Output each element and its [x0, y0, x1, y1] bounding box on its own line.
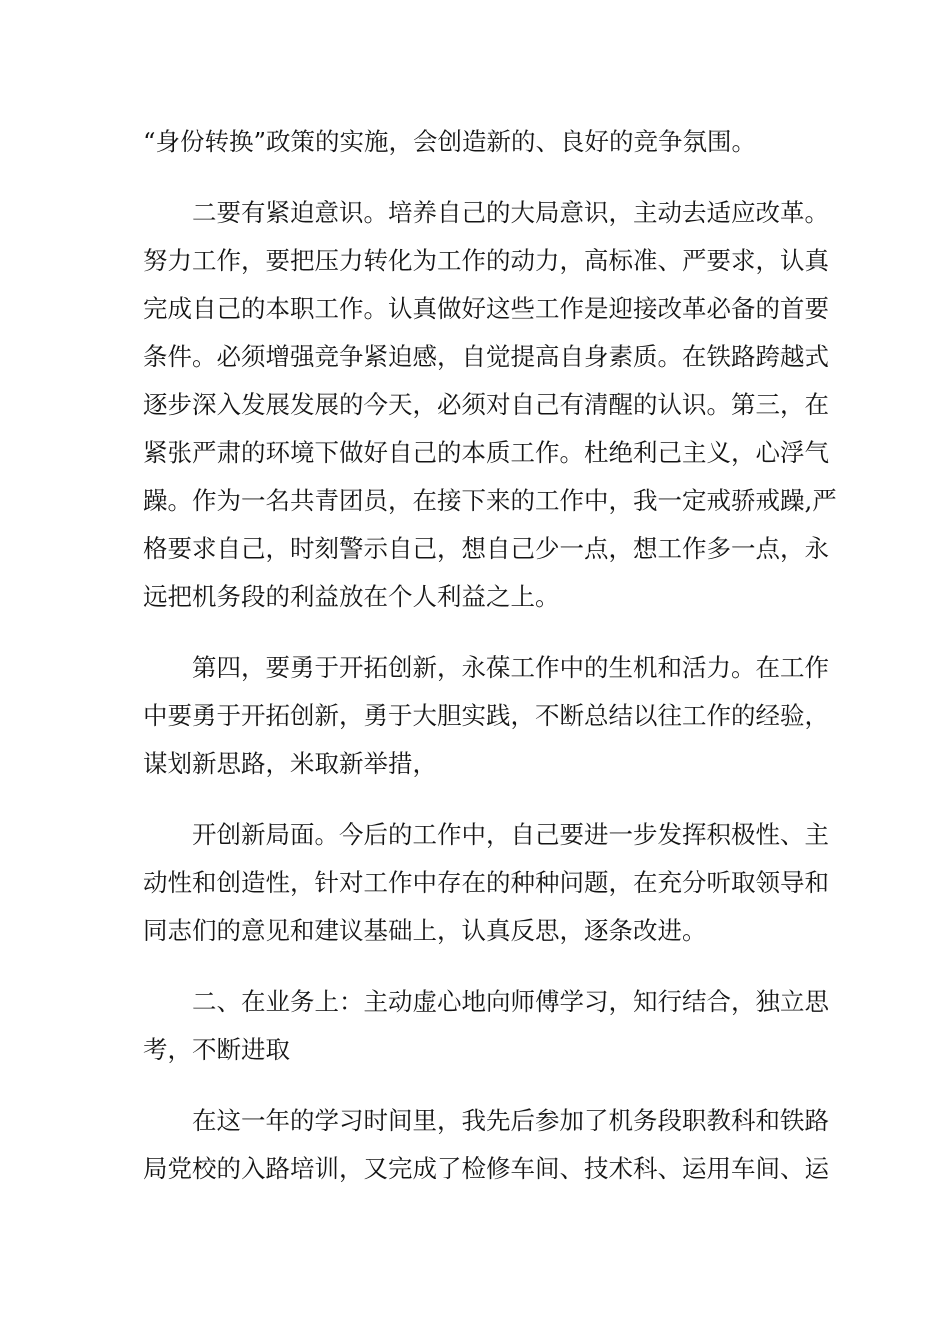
paragraph-3: [143, 644, 829, 788]
text-line: 局党校的入路培训，又完成了检修车间、技术科、运用车间、运: [143, 1154, 829, 1183]
text-line: 完成自己的本职工作。认真做好这些工作是迎接改革必备的首要: [143, 294, 829, 323]
text-line: 二、在业务上：主动虚心地向师傅学习，知行结合，独立思: [143, 987, 829, 1016]
text-line: 同志们的意见和建议基础上，认真反思，逐条改进。: [143, 916, 707, 945]
paragraph-1: [143, 118, 808, 166]
text-line: 远把机务段的利益放在个人利益之上。: [143, 582, 560, 611]
text-line: 第四，要勇于开拓创新，永葆工作中的生机和活力。在工作: [143, 653, 829, 682]
text-line: 躁。作为一名共青团员，在接下来的工作中，我一定戒骄戒躁,严: [143, 486, 837, 515]
paragraph-6: [143, 1097, 829, 1193]
paragraph-5: [143, 978, 829, 1074]
text-line: 考，不断进取: [143, 1035, 290, 1064]
document-body: [143, 118, 837, 1193]
paragraph-2: [143, 189, 837, 621]
text-line: 在这一年的学习时间里，我先后参加了机务段职教科和铁路: [143, 1106, 829, 1135]
text-line: 中要勇于开拓创新，勇于大胆实践，不断总结以往工作的经验，: [143, 701, 829, 730]
text-line: 动性和创造性，针对工作中存在的种种问题，在充分听取领导和: [143, 868, 829, 897]
text-line: 条件。必须增强竞争紧迫感，自觉提高自身素质。在铁路跨越式: [143, 342, 829, 371]
text-line: 逐步深入发展发展的今天，必须对自己有清醒的认识。第三，在: [143, 390, 829, 419]
text-line: 谋划新思路，米取新举措，: [143, 749, 437, 778]
text-line: 努力工作，要把压力转化为工作的动力，高标准、严要求，认真: [143, 246, 829, 275]
text-line: 紧张严肃的环境下做好自己的本质工作。杜绝利己主义，心浮气: [143, 438, 829, 467]
paragraph-4: [143, 811, 829, 955]
text-line: “身份转换”政策的实施，会创造新的、良好的竞争氛围。: [143, 127, 757, 156]
text-line: 二要有紧迫意识。培养自己的大局意识，主动去适应改革。: [143, 198, 829, 227]
text-line: 格要求自己，时刻警示自己，想自己少一点，想工作多一点，永: [143, 534, 829, 563]
text-line: 开创新局面。今后的工作中，自己要进一步发挥积极性、主: [143, 820, 829, 849]
